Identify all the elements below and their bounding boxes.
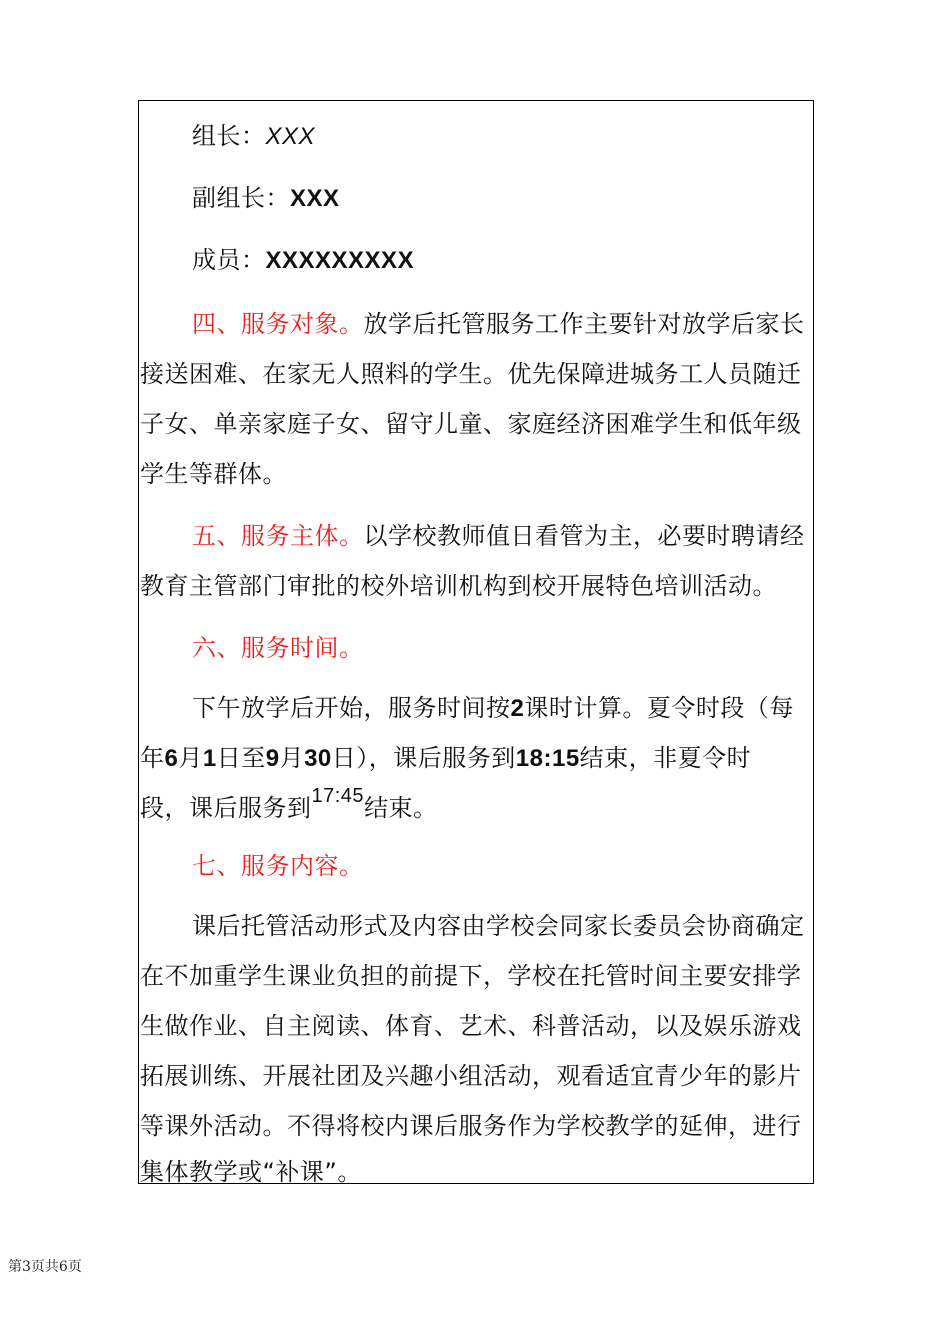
section7-line-5: 等课外活动。不得将校内课后服务作为学校教学的延伸，进行: [140, 1112, 802, 1140]
members-line: [192, 244, 812, 277]
s6-text: 课时计算。夏令时段（每: [524, 694, 794, 722]
section7-line-2: 在不加重学生课业负担的前提下，学校在托管时间主要安排学: [140, 962, 802, 990]
section6-line-1: [192, 692, 812, 725]
section4-text: 放学后托管服务工作主要针对放学后家长: [363, 310, 805, 338]
section7-line-4: 拓展训练、开展社团及兴趣小组活动，观看适宜青少年的影片: [140, 1062, 802, 1090]
leader-label: 组长：: [192, 122, 266, 150]
section4-line-3: 子女、单亲家庭子女、留守儿童、家庭经济困难学生和低年级: [140, 410, 802, 438]
leader-line: [192, 120, 812, 153]
s6-number: 6: [164, 745, 179, 772]
s6-text: 下午放学后开始，服务时间按: [192, 694, 511, 722]
section4-line-4: 学生等群体。: [140, 460, 287, 488]
members-value: XXXXXXXXX: [265, 247, 415, 274]
s6-text: 段，课后服务到: [140, 794, 312, 822]
section4-line-2: 接送困难、在家无人照料的学生。优先保障进城务工人员随迁: [140, 360, 802, 388]
s6-text: 结束。: [364, 794, 438, 822]
section6-line-2: [140, 742, 812, 775]
s6-text: 月: [178, 744, 203, 772]
section7-line-3: 生做作业、自主阅读、体育、艺术、科普活动，以及娱乐游戏: [140, 1012, 802, 1040]
section4-first-line: [192, 308, 812, 340]
s6-time: 18:15: [515, 745, 580, 772]
section7-line-6: 集体教学或“补课”。: [140, 1158, 362, 1186]
section7-line-1: 课后托管活动形式及内容由学校会同家长委员会协商确定: [192, 912, 805, 940]
section5-first-line: [192, 520, 812, 552]
s6-number: 30: [304, 745, 332, 772]
s6-text: 日），课后服务到: [331, 744, 516, 772]
section4-heading: 四、服务对象。: [192, 310, 364, 338]
leader-value: XXX: [265, 123, 316, 150]
s6-text: 结束，非夏令时: [579, 744, 752, 772]
s6-text: 年: [140, 744, 165, 772]
s6-number: 2: [510, 695, 525, 722]
deputy-label: 副组长：: [192, 184, 290, 212]
section5-line-2: 教育主管部门审批的校外培训机构到校开展特色培训活动。: [140, 572, 777, 600]
s6-text: 月: [279, 744, 305, 772]
section7-heading: 七、服务内容。: [192, 852, 364, 880]
section6-heading: 六、服务时间。: [192, 634, 364, 662]
section6-line-3: [140, 785, 812, 826]
s6-number: 9: [265, 745, 280, 772]
section5-heading: 五、服务主体。: [192, 522, 364, 550]
s6-text: 日至: [216, 744, 266, 772]
page-number-footer: 第3页共6页: [8, 1259, 82, 1275]
deputy-value: XXX: [290, 185, 340, 212]
s6-number: 1: [202, 745, 217, 772]
section5-text: 以学校教师值日看管为主，必要时聘请经: [363, 522, 805, 550]
deputy-leader-line: [192, 182, 812, 215]
s6-time-superscript: 17:45: [311, 785, 365, 807]
members-label: 成员：: [192, 246, 266, 274]
